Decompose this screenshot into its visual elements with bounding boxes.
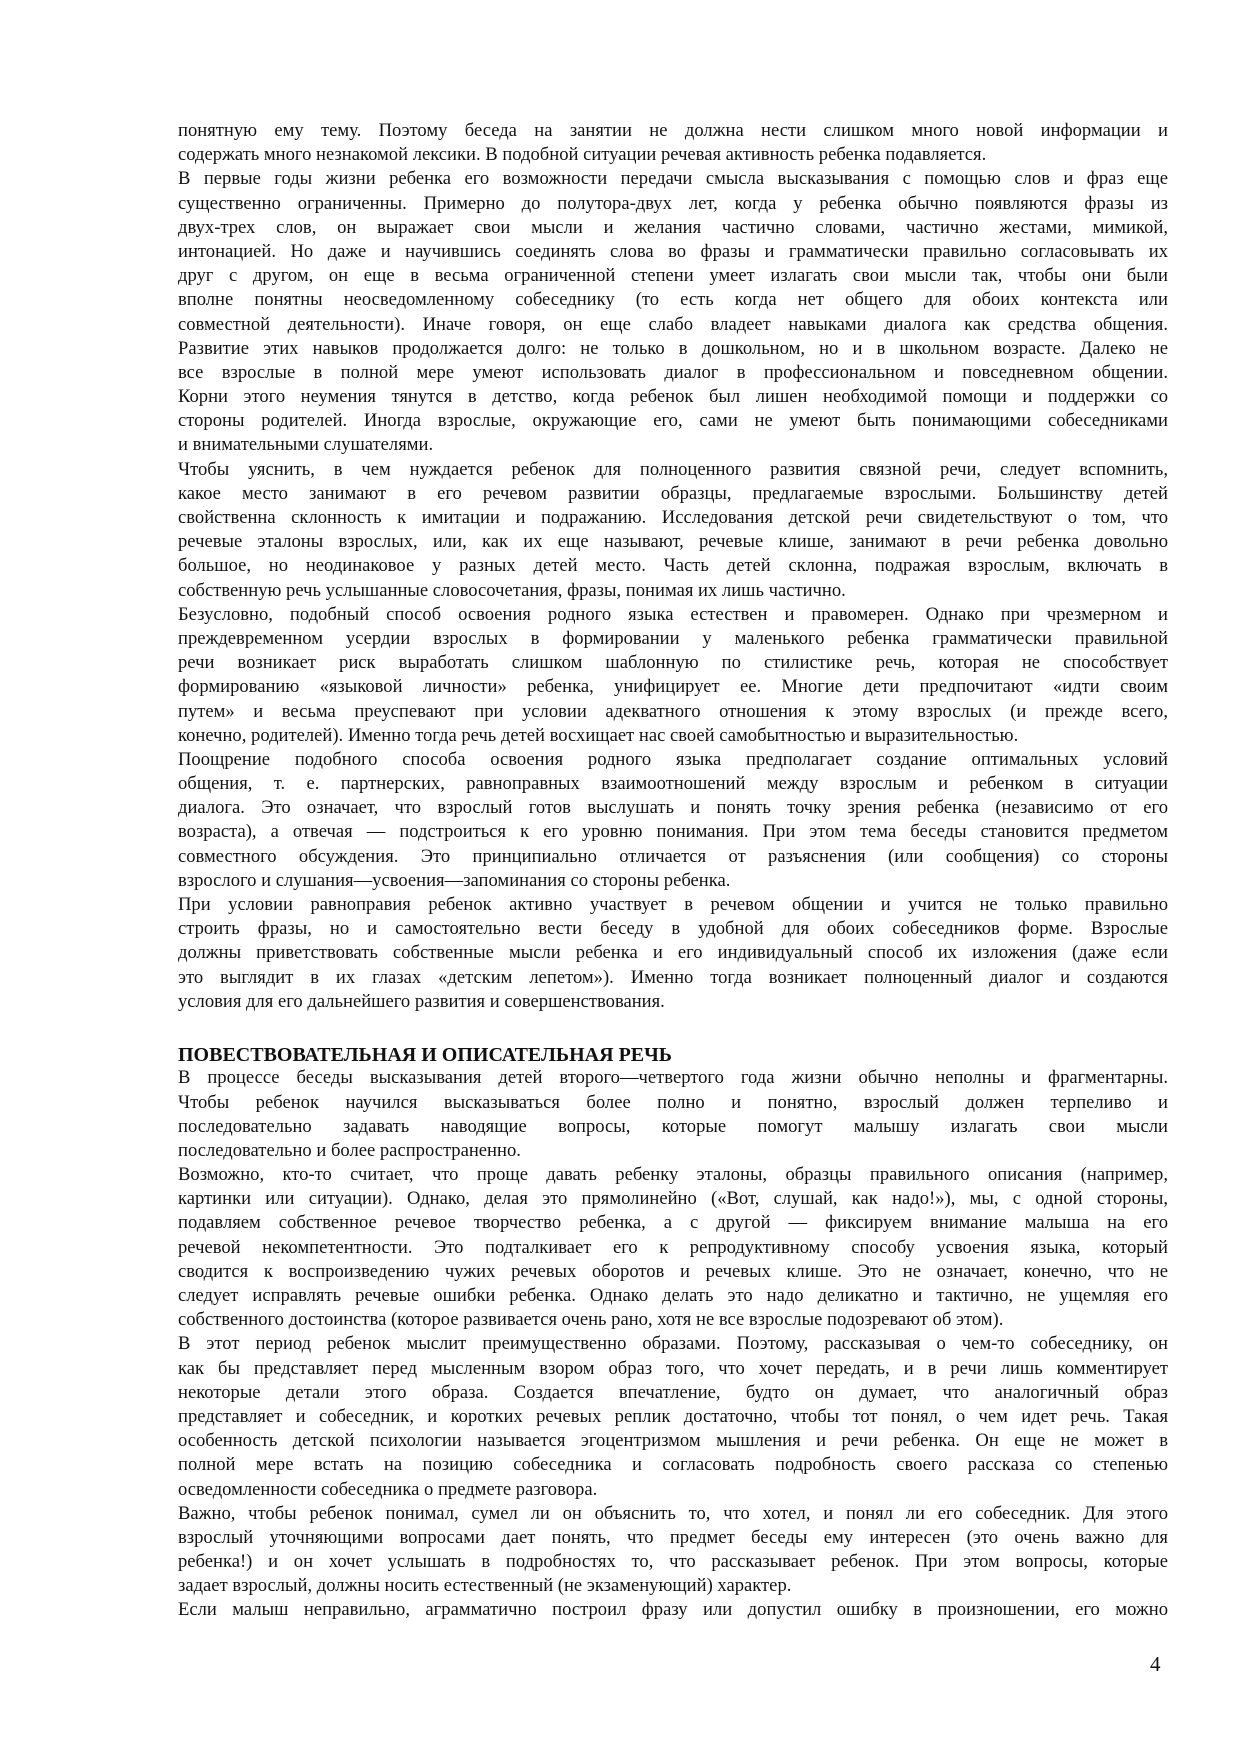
- text-line: совместной деятельности). Иначе говоря, он еще слабо владеет навыками диалога как средства общения.: [178, 313, 1168, 335]
- text-line: строить фразы, но и самостоятельно вести беседу в удобной для обоих собеседников форме. Взрослые: [178, 918, 1168, 940]
- paragraph: [178, 1502, 1168, 1599]
- text-line: как бы представляет перед мысленным взором образ того, что хочет передать, и в речи лишь комментирует: [178, 1357, 1168, 1379]
- text-line: совместного обсуждения. Это принципиально отличается от разъяснения (или сообщения) со стороны: [178, 845, 1168, 867]
- text-line: последовательно задавать наводящие вопросы, которые помогут малышу излагать свои мысли: [178, 1115, 1168, 1137]
- text-line: все взрослые в полной мере умеют использовать диалог в профессиональном и повседневном общении.: [178, 361, 1168, 383]
- paragraphs-before-heading: [178, 119, 1168, 1014]
- text-line: следует исправлять речевые ошибки ребенка. Однако делать это надо деликатно и тактично, не ущемляя его: [178, 1285, 1168, 1306]
- text-line: подавляем собственное речевое творчество ребенка, а с другой — фиксируем внимание малыша на его: [178, 1212, 1168, 1234]
- text-line: Поощрение подобного способа освоения родного языка предполагает создание оптимальных условий: [178, 748, 1168, 770]
- paragraph: [178, 1066, 1168, 1163]
- text-line: картинки или ситуации). Однако, делая это прямолинейно («Вот, слушай, как надо!»), мы, с одной стороны,: [178, 1188, 1168, 1210]
- text-line: Чтобы уяснить, в чем нуждается ребенок для полноценного развития связной речи, следует вспомнить,: [178, 458, 1168, 480]
- text-line: собственного достоинства (которое развивается очень рано, хотя не все взрослые подозревают об этом).: [178, 1309, 1004, 1331]
- text-line: представляет и собеседник, и коротких речевых реплик достаточно, чтобы тот понял, о чем идет речь. Такая: [178, 1405, 1168, 1427]
- paragraphs-after-heading: [178, 1066, 1168, 1622]
- text-line: сводится к воспроизведению чужих речевых оборотов и речевых клише. Это не означает, конечно, что не: [178, 1260, 1168, 1282]
- text-line: конечно, родителей). Именно тогда речь детей восхищает нас своей самобытностью и выразительностью.: [178, 724, 1019, 746]
- text-line: путем» и весьма преуспевают при условии адекватного отношения к этому взрослых (и прежде всего,: [178, 700, 1168, 722]
- text-line: полной мере встать на позицию собеседника и согласовать подробность своего рассказа со степенью: [178, 1454, 1168, 1476]
- text-line: В первые годы жизни ребенка его возможности передачи смысла высказывания с помощью слов и фраз еще: [178, 168, 1168, 190]
- text-line: должны приветствовать собственные мысли ребенка и его индивидуальный способ их изложения (даже если: [178, 942, 1168, 964]
- paragraph: [178, 458, 1168, 603]
- text-line: особенность детской психологии называется эгоцентризмом мышления и речи ребенка. Он еще не может в: [178, 1430, 1168, 1452]
- text-line: Возможно, кто-то считает, что проще давать ребенку эталоны, образцы правильного описания (например,: [178, 1164, 1168, 1186]
- text-line: понятную ему тему. Поэтому беседа на занятии не должна нести слишком много новой информации и: [178, 120, 1168, 141]
- paragraph: [178, 603, 1168, 748]
- paragraph: [178, 167, 1168, 457]
- text-line: преждевременном усердии взрослых в формировании у маленького ребенка грамматически правильной: [178, 627, 1168, 649]
- text-line: речевой некомпетентности. Это подталкивает его к репродуктивному способу усвоения языка, который: [178, 1236, 1168, 1258]
- paragraph: [178, 893, 1168, 1014]
- paragraph: [178, 1598, 1168, 1622]
- paragraph: [178, 748, 1168, 893]
- text-line: ребенка!) и он хочет услышать в подробностях то, что рассказывает ребенок. При этом вопросы, которые: [178, 1551, 1168, 1573]
- text-line: формированию «языковой личности» ребенка, унифицирует ее. Многие дети предпочитают «идти своим: [178, 676, 1168, 698]
- document-body: [178, 119, 1168, 1623]
- text-line: возраста), а отвечая — подстроиться к его уровню понимания. При этом тема беседы становится предметом: [178, 821, 1168, 843]
- paragraph: [178, 1332, 1168, 1501]
- text-line: Безусловно, подобный способ освоения родного языка естествен и правомерен. Однако при чрезмерном и: [178, 603, 1168, 625]
- text-line: стороны родителей. Иногда взрослые, окружающие его, сами не умеют быть понимающими собеседниками: [178, 410, 1168, 432]
- text-line: свойственна склонность к имитации и подражанию. Исследования детской речи свидетельствуют о том, что: [178, 507, 1168, 528]
- paragraph: [178, 119, 1168, 167]
- text-line: В процессе беседы высказывания детей второго—четвертого года жизни обычно неполны и фрагментарны.: [178, 1067, 1168, 1089]
- text-line: осведомленности собеседника о предмете разговора.: [178, 1478, 598, 1500]
- text-line: какое место занимают в его речевом развитии образцы, предлагаемые взрослыми. Большинству детей: [178, 482, 1168, 504]
- text-line: собственную речь услышанные словосочетания, фразы, понимая их лишь частично.: [178, 579, 846, 601]
- text-line: диалога. Это означает, что взрослый готов выслушать и понять точку зрения ребенка (независимо от его: [178, 797, 1168, 819]
- text-line: содержать много незнакомой лексики. В подобной ситуации речевая активность ребенка подавляется.: [178, 144, 987, 166]
- page-number: 4: [1150, 1652, 1161, 1676]
- text-line: и внимательными слушателями.: [178, 434, 434, 456]
- text-line: В этот период ребенок мыслит преимущественно образами. Поэтому, рассказывая о чем-то собеседнику, он: [178, 1333, 1168, 1355]
- text-line: последовательно и более распространенно.: [178, 1139, 521, 1161]
- text-line: взрослый уточняющими вопросами дает понять, что предмет беседы ему интересен (это очень важно для: [178, 1526, 1168, 1548]
- text-line: условия для его дальнейшего развития и совершенствования.: [178, 990, 665, 1012]
- text-line: существенно ограниченны. Примерно до полутора-двух лет, когда у ребенка обычно появляются фразы из: [178, 192, 1168, 214]
- text-line: двух-трех слов, он выражает свои мысли и желания частично словами, частично жестами, мимикой,: [178, 216, 1168, 238]
- text-line: общения, т. е. партнерских, равноправных взаимоотношений между взрослым и ребенком в ситуации: [178, 773, 1168, 795]
- text-line: некоторые детали этого образа. Создается впечатление, будто он думает, что аналогичный образ: [178, 1381, 1168, 1403]
- text-line: речевые эталоны взрослых, или, как их еще называют, речевые клише, занимают в речи ребенка довольно: [178, 531, 1168, 553]
- section-heading: ПОВЕСТВОВАТЕЛЬНАЯ И ОПИСАТЕЛЬНАЯ РЕЧЬ: [178, 1044, 673, 1067]
- text-line: Корни этого неумения тянутся в детство, когда ребенок был лишен необходимой помощи и поддержки со: [178, 386, 1168, 408]
- text-line: задает взрослый, должны носить естественный (не экзаменующий) характер.: [178, 1575, 792, 1597]
- section-gap: [178, 1014, 1168, 1038]
- paragraph: [178, 1163, 1168, 1332]
- text-line: это выглядит в их глазах «детским лепетом»). Именно тогда возникает полноценный диалог и создаются: [178, 966, 1168, 988]
- text-line: речи возникает риск выработать слишком шаблонную по стилистике речь, которая не способствует: [178, 652, 1168, 674]
- text-line: большое, но неодинаковое у разных детей место. Часть детей склонна, подражая взрослым, включать в: [178, 555, 1168, 577]
- text-line: Чтобы ребенок научился высказываться более полно и понятно, взрослый должен терпеливо и: [178, 1091, 1168, 1113]
- text-line: При условии равноправия ребенок активно участвует в речевом общении и учится не только правильно: [178, 894, 1168, 915]
- text-line: Важно, чтобы ребенок понимал, сумел ли он объяснить то, что хотел, и понял ли его собеседник. Для этого: [178, 1502, 1168, 1524]
- text-line: интонацией. Но даже и научившись соединять слова во фразы и грамматически правильно согласовывать их: [178, 240, 1168, 262]
- text-line: Если малыш неправильно, аграмматично построил фразу или допустил ошибку в произношении, его можно: [178, 1599, 1168, 1621]
- text-line: друг с другом, он еще в весьма ограниченной степени умеет излагать свои мысли так, чтобы они были: [178, 265, 1168, 287]
- text-line: вполне понятны неосведомленному собеседнику (то есть когда нет общего для обоих контекста или: [178, 289, 1168, 311]
- text-line: Развитие этих навыков продолжается долго: не только в дошкольном, но и в школьном возрасте. Далеко не: [178, 337, 1168, 359]
- text-line: взрослого и слушания—усвоения—запоминания со стороны ребенка.: [178, 869, 731, 891]
